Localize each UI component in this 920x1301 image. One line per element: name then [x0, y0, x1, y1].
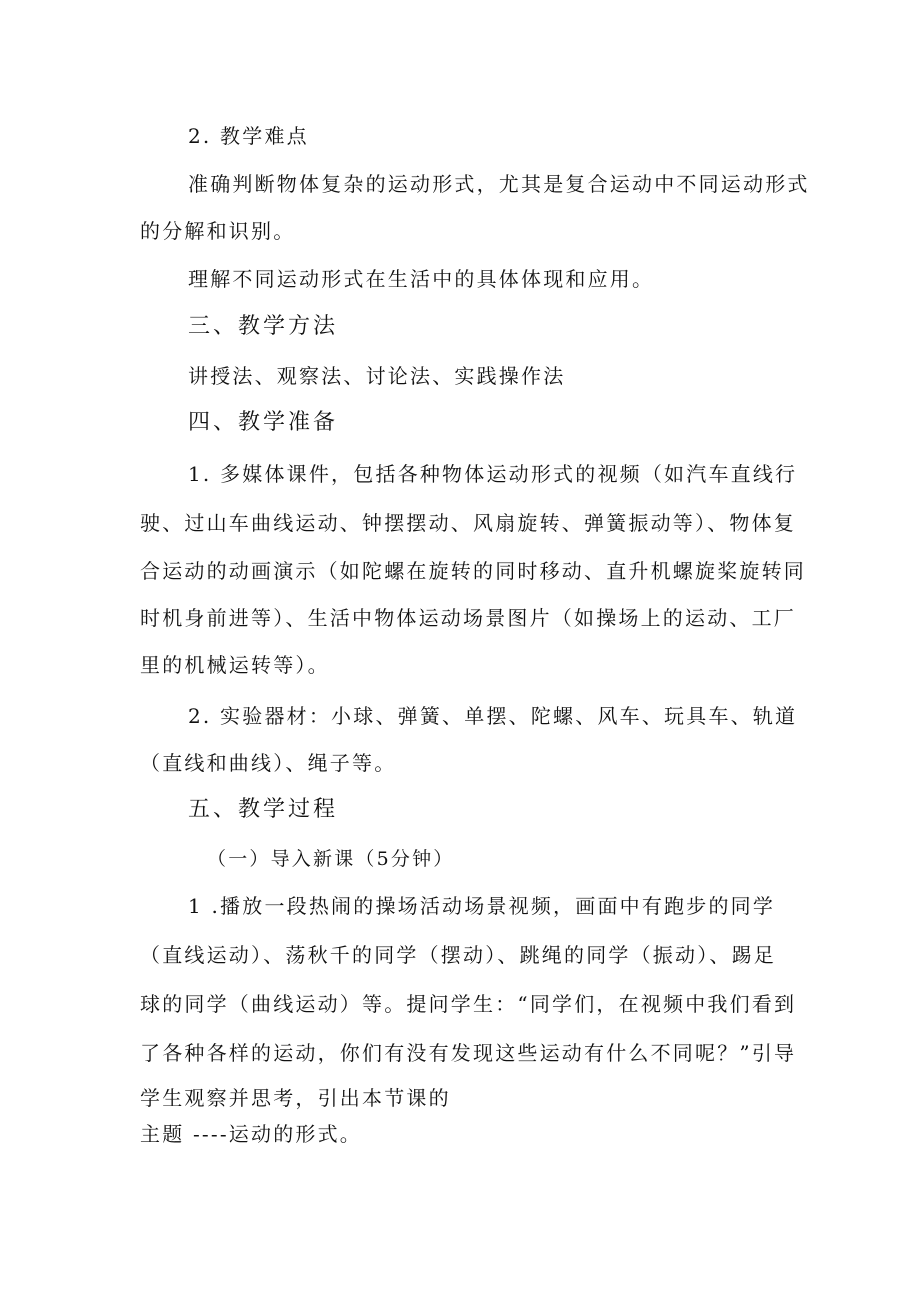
process-item-line: 学生观察并思考，引出本节课的: [140, 1086, 451, 1110]
prep-item-line: 驶、过山车曲线运动、钟摆摆动、风扇旋转、弹簧振动等）、物体复: [140, 511, 796, 535]
difficulty-paragraph-line: 理解不同运动形式在生活中的具体体现和应用。: [188, 267, 655, 291]
prep-item-line: 里的机械运转等）。: [140, 653, 330, 677]
process-item-line: 球的同学（曲线运动）等。提问学生：“同学们，在视频中我们看到: [140, 992, 797, 1016]
prep-item-line: （直线和曲线）、绳子等。: [140, 751, 397, 775]
difficulty-heading: 2. 教学难点: [188, 124, 309, 148]
process-item-line: （直线运动）、荡秋千的同学（摆动）、跳绳的同学（振动）、踢足: [140, 943, 776, 967]
process-subheading: （一）导入新课（5分钟）: [207, 848, 455, 870]
section-heading-preparation: 四、教学准备: [188, 410, 339, 435]
prep-item-line: 合运动的动画演示（如陀螺在旋转的同时移动、直升机螺旋桨旋转同: [140, 559, 806, 583]
process-item-line: 1 .播放一段热闹的操场活动场景视频，画面中有跑步的同学: [188, 894, 776, 918]
prep-item-line: 1. 多媒体课件，包括各种物体运动形式的视频（如汽车直线行: [188, 462, 798, 486]
difficulty-paragraph-line: 准确判断物体复杂的运动形式，尤其是复合运动中不同运动形式: [188, 172, 810, 196]
section-heading-methods: 三、教学方法: [188, 314, 339, 339]
prep-item-line: 时机身前进等）、生活中物体运动场景图片（如操场上的运动、工厂: [140, 606, 796, 630]
difficulty-paragraph-line: 的分解和识别。: [140, 219, 296, 243]
process-item-line: 了各种各样的运动，你们有没有发现这些运动有什么不同呢？”引导: [140, 1041, 797, 1065]
prep-item-line: 2. 实验器材：小球、弹簧、单摆、陀螺、风车、玩具车、轨道: [188, 704, 798, 728]
methods-text: 讲授法、观察法、讨论法、实践操作法: [188, 364, 566, 388]
section-heading-process: 五、教学过程: [188, 797, 339, 822]
process-item-line: 主题 ----运动的形式。: [140, 1122, 362, 1146]
